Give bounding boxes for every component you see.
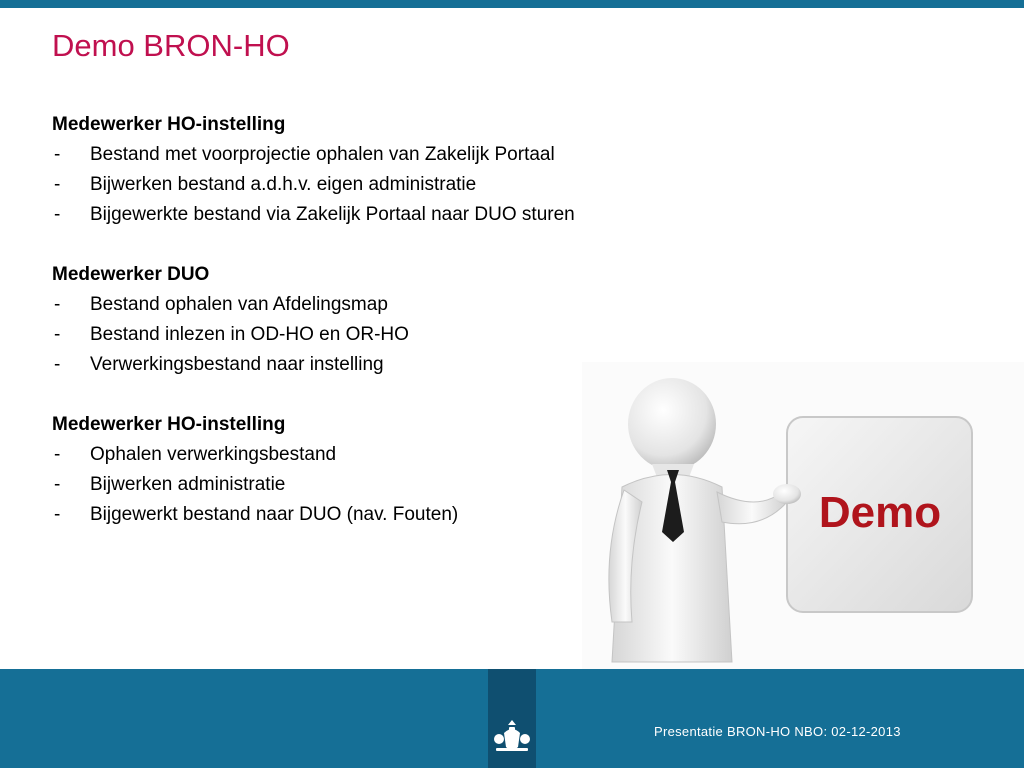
list-item-text: Verwerkingsbestand naar instelling (90, 354, 384, 375)
list-item-text: Bestand met voorprojectie ophalen van Zakelijk Portaal (90, 144, 555, 165)
bullet-dash: - (54, 174, 61, 195)
bullet-dash: - (54, 444, 61, 465)
section-ho-instelling-1 (52, 110, 752, 230)
section-heading: Medewerker HO-instelling (52, 414, 286, 435)
bullet-dash: - (54, 324, 61, 345)
list-item-text: Bijwerken administratie (90, 474, 286, 495)
bullet-list (52, 140, 752, 230)
list-item (52, 140, 752, 170)
crest-icon (488, 669, 536, 768)
list-item-text: Bijwerken bestand a.d.h.v. eigen administratie (90, 174, 477, 195)
list-item-text: Ophalen verwerkingsbestand (90, 444, 337, 465)
bullet-dash: - (54, 294, 61, 315)
list-item-text: Bestand inlezen in OD-HO en OR-HO (90, 324, 409, 345)
bullet-dash: - (54, 204, 61, 225)
bullet-dash: - (54, 144, 61, 165)
list-item (52, 320, 752, 350)
top-accent-bar (0, 0, 1024, 8)
list-item-text: Bestand ophalen van Afdelingsmap (90, 294, 388, 315)
slide-title: Demo BRON-HO (52, 28, 290, 63)
list-item (52, 200, 752, 230)
demo-sign-text: Demo (818, 488, 942, 537)
footer-emblem-box (488, 669, 536, 768)
section-heading: Medewerker DUO (52, 264, 210, 285)
list-item-text: Bijgewerkte bestand via Zakelijk Portaal naar DUO sturen (90, 204, 575, 225)
list-item-text: Bijgewerkt bestand naar DUO (nav. Fouten) (90, 504, 459, 525)
bullet-dash: - (54, 354, 61, 375)
bullet-dash: - (54, 474, 61, 495)
list-item (52, 170, 752, 200)
list-item (52, 290, 752, 320)
figure-head (628, 378, 716, 470)
demo-figure-graphic (582, 362, 1024, 669)
demo-illustration (582, 362, 1024, 669)
footer-presentation-text: Presentatie BRON-HO NBO: 02-12-2013 (654, 724, 901, 739)
bullet-dash: - (54, 504, 61, 525)
footer-bar (0, 669, 1024, 768)
section-heading: Medewerker HO-instelling (52, 114, 286, 135)
figure-hand (773, 484, 801, 504)
